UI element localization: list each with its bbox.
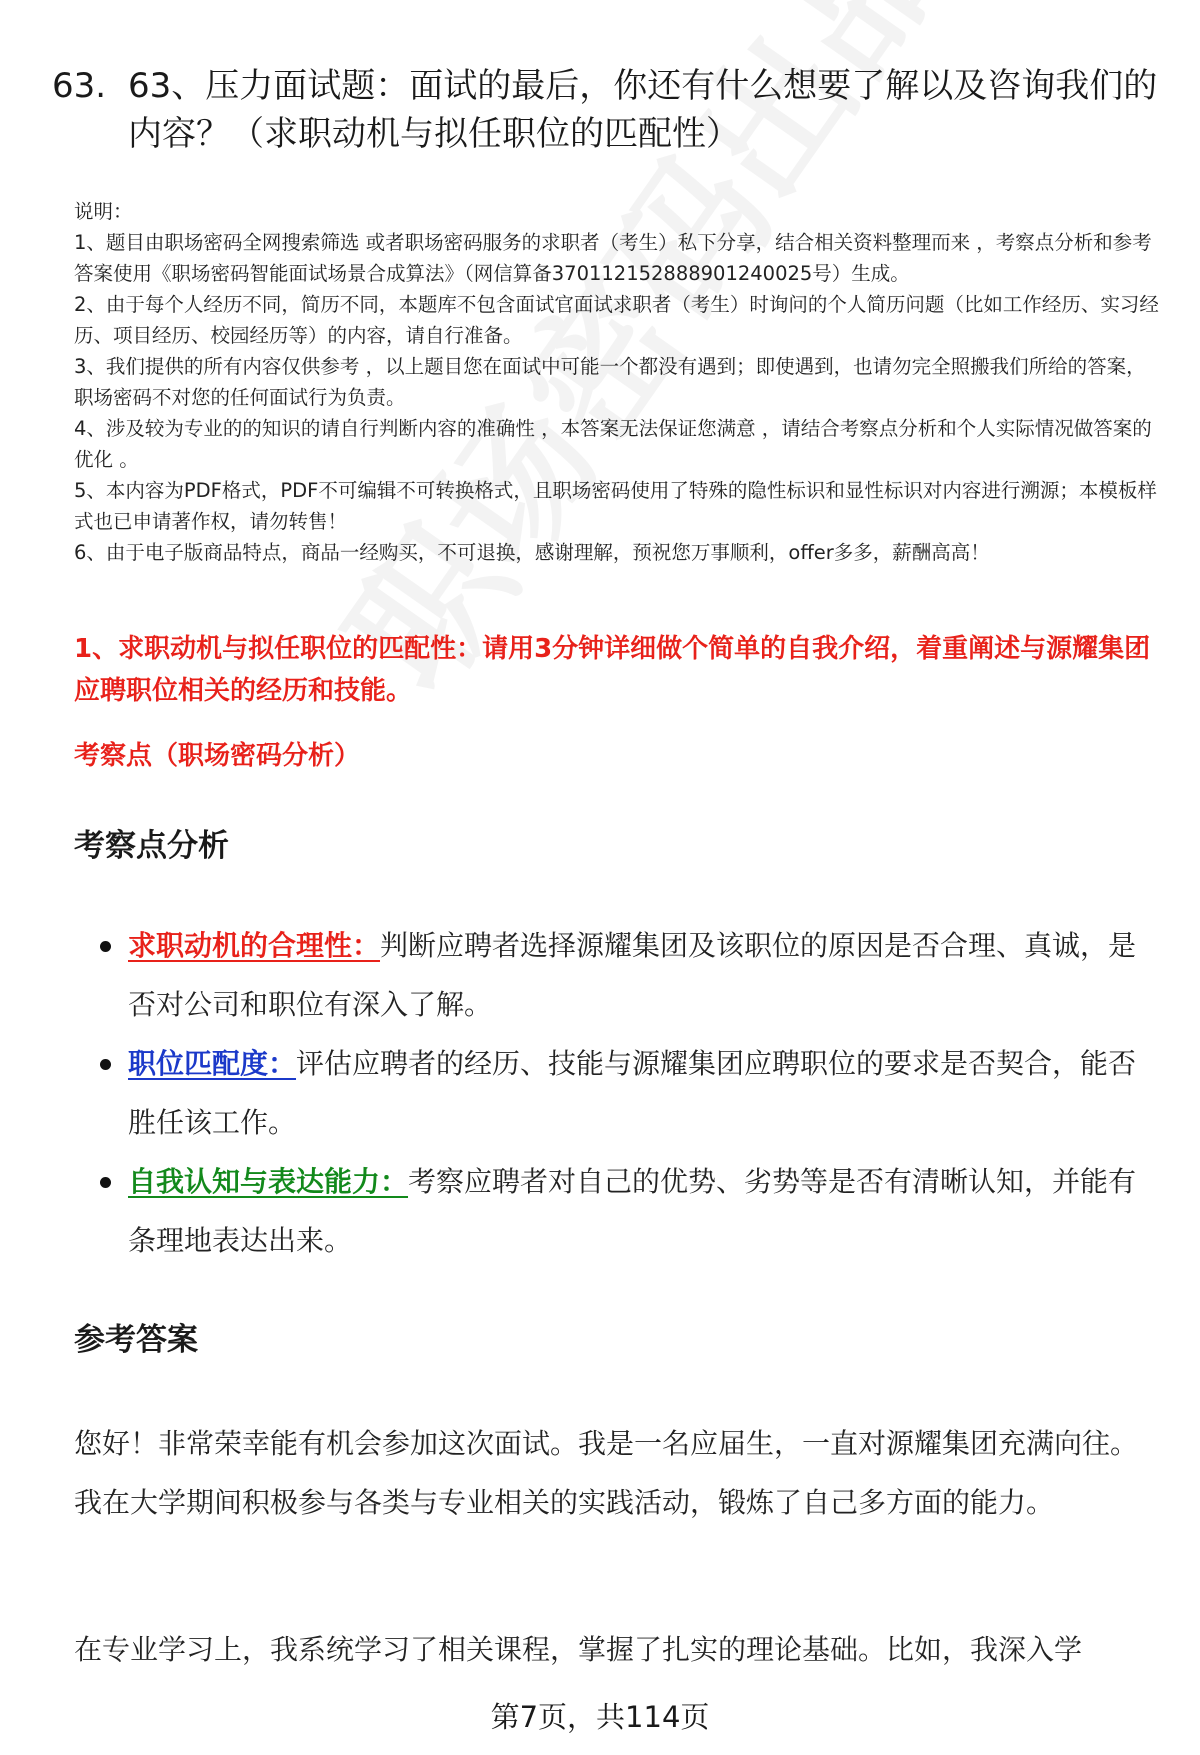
answer-paragraph: 在专业学习上，我系统学习了相关课程，掌握了扎实的理论基础。比如，我深入学 bbox=[74, 1633, 1083, 1666]
note-item: 1、题目由职场密码全网搜索筛选 或者职场密码服务的求职者（考生）私下分享，结合相关资料整理而来 ，考察点分析和参考答案使用《职场密码智能面试场景合成算法》（网信算备370112152888901240025号）生成。 bbox=[74, 231, 1152, 285]
analysis-heading: 考察点分析 bbox=[74, 828, 229, 864]
bullet-keyword: 求职动机的合理性： bbox=[128, 929, 381, 962]
bullet-text: 判断应聘者选择源耀集团及该职位的原因是否合理、真诚，是否对公司和职位有深入了解。 bbox=[128, 929, 1137, 1021]
analysis-bullet-list bbox=[128, 916, 1148, 1270]
note-item: 6、由于电子版商品特点，商品一经购买，不可退换，感谢理解，预祝您万事顺利，offer多多，薪酬高高！ bbox=[74, 541, 990, 564]
question-title bbox=[52, 62, 1162, 158]
question-number: 63. bbox=[52, 66, 107, 106]
sub-question: 1、求职动机与拟任职位的匹配性：请用3分钟详细做个简单的自我介绍，着重阐述与源耀集团应聘职位相关的经历和技能。 bbox=[74, 634, 1151, 706]
notes-block bbox=[74, 196, 1162, 568]
notes-label: 说明： bbox=[74, 200, 133, 223]
bullet-keyword: 自我认知与表达能力： bbox=[128, 1165, 409, 1198]
bullet-text: 评估应聘者的经历、技能与源耀集团应聘职位的要求是否契合，能否胜任该工作。 bbox=[128, 1047, 1137, 1139]
analysis-bullet bbox=[128, 1152, 1148, 1270]
bullet-keyword: 职位匹配度： bbox=[128, 1047, 297, 1080]
bullet-dot-icon bbox=[100, 1177, 111, 1188]
page-number: 第7页，共114页 bbox=[490, 1700, 710, 1734]
note-item: 3、我们提供的所有内容仅供参考 ，以上题目您在面试中可能一个都没有遇到；即使遇到，也请勿完全照搬我们所给的答案，职场密码不对您的任何面试行为负责。 bbox=[74, 355, 1146, 409]
bullet-dot-icon bbox=[100, 941, 111, 952]
bullet-dot-icon bbox=[100, 1059, 111, 1070]
analysis-bullet bbox=[128, 1034, 1148, 1152]
note-item: 4、涉及较为专业的的知识的请自行判断内容的准确性 ，本答案无法保证您满意 ，请结合考察点分析和个人实际情况做答案的优化 。 bbox=[74, 417, 1152, 471]
answer-heading: 参考答案 bbox=[74, 1322, 198, 1358]
question-text: 63、压力面试题：面试的最后，你还有什么想要了解以及咨询我们的内容？（求职动机与拟任职位的匹配性） bbox=[128, 66, 1158, 154]
exam-point-label: 考察点（职场密码分析） bbox=[74, 741, 361, 771]
answer-paragraph: 您好！非常荣幸能有机会参加这次面试。我是一名应届生，一直对源耀集团充满向往。我在大学期间积极参与各类与专业相关的实践活动，锻炼了自己多方面的能力。 bbox=[74, 1427, 1139, 1519]
analysis-bullet bbox=[128, 916, 1148, 1034]
note-item: 2、由于每个人经历不同，简历不同，本题库不包含面试官面试求职者（考生）时询问的个人简历问题（比如工作经历、实习经历、项目经历、校园经历等）的内容，请自行准备。 bbox=[74, 293, 1159, 347]
bullet-text: 考察应聘者对自己的优势、劣势等是否有清晰认知，并能有条理地表达出来。 bbox=[128, 1165, 1137, 1257]
note-item: 5、本内容为PDF格式，PDF不可编辑不可转换格式，且职场密码使用了特殊的隐性标识和显性标识对内容进行溯源；本模板样式也已申请著作权，请勿转售！ bbox=[74, 479, 1157, 533]
